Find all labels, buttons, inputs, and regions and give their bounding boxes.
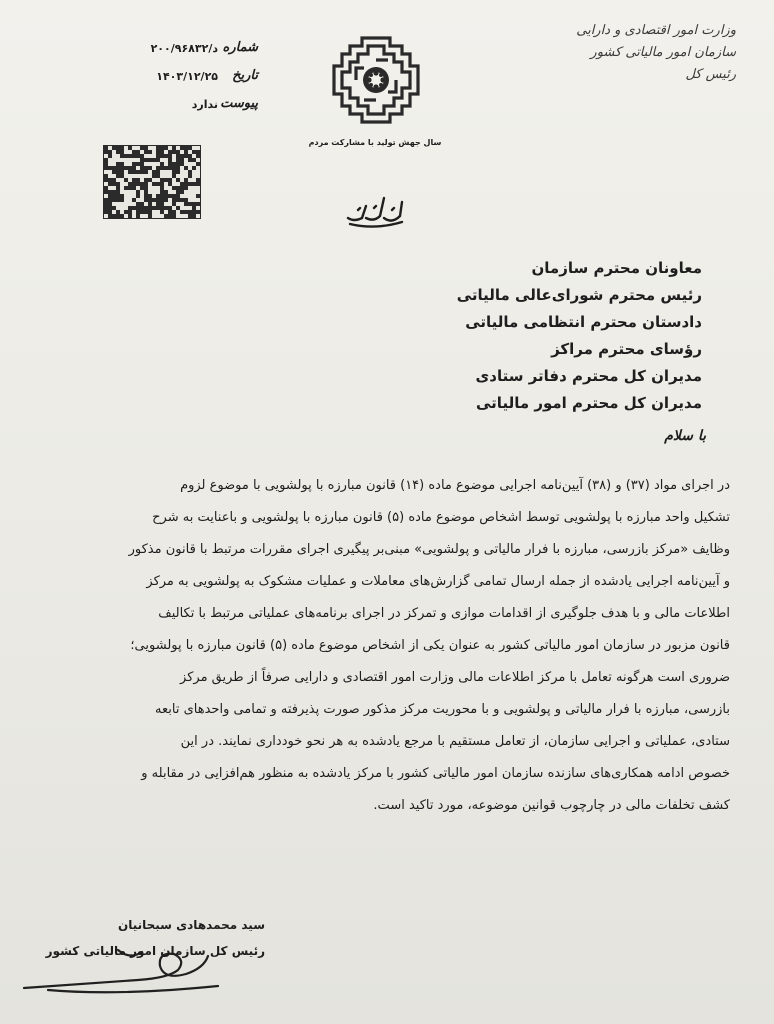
attachment-label: پیوست [220, 96, 258, 111]
number-row [108, 40, 258, 68]
ministry-name: وزارت امور اقتصادی و دارایی [576, 23, 736, 38]
emblem-logo-icon [330, 34, 422, 126]
body-line: اطلاعات مالی و با هدف جلوگیری از اقدامات موازی و تمرکز در اجرای برنامه‌های عملیاتی مرتبط با تکالیف [158, 606, 730, 621]
salutation: با سلام [664, 428, 706, 444]
letter-metadata [108, 40, 258, 124]
body-line: ضروری است هرگونه تعامل با مرکز اطلاعات مالی وزارت امور اقتصادی و دارایی صرفاً از طریق مرکز [180, 670, 730, 685]
number-label: شماره [222, 40, 258, 55]
basmala-calligraphy-icon [340, 188, 410, 232]
recipient-line: رئیس محترم شورای‌عالی مالیاتی [456, 286, 702, 304]
body-line: خصوص ادامه همکاری‌های سازنده سازمان امور مالیاتی کشور با مرکز یادشده به منظور هم‌افزایی در مقابله و [141, 766, 730, 781]
organization-name: سازمان امور مالیاتی کشور [590, 45, 736, 60]
ministry-header [516, 20, 736, 86]
body-line: قانون مزبور در سازمان امور مالیاتی کشور به عنوان یکی از اشخاص موضوع ماده (۵) قانون مبارزه با پولشویی؛ [130, 638, 730, 653]
year-motto: سال جهش تولید با مشارکت مردم [308, 138, 442, 147]
recipient-line: رؤسای محترم مراکز [551, 340, 702, 358]
tax-organization-emblem [330, 34, 422, 126]
letter-number: د/۲۰۰/۹۶۸۳۲ [150, 42, 218, 55]
recipient-line: دادستان محترم انتظامی مالیاتی [465, 313, 702, 331]
date-label: تاریخ [232, 68, 258, 83]
qr-code-icon [103, 145, 201, 219]
office-title: رئیس کل [685, 67, 736, 82]
date-row [108, 68, 258, 96]
body-line: کشف تخلفات مالی در چارچوب قوانین موضوعه، مورد تاکید است. [373, 798, 730, 813]
body-line: بازرسی، مبارزه با فرار مالیاتی و پولشویی و با محوریت مرکز مذکور صورت پذیرفته و تمامی واحدهای تابعه [155, 702, 730, 717]
attachment-row [108, 96, 258, 124]
basmala [340, 188, 410, 232]
recipient-line: مدیران کل محترم امور مالیاتی [476, 394, 702, 412]
recipient-line: معاونان محترم سازمان [531, 259, 702, 277]
body-line: و آیین‌نامه اجرایی یادشده از جمله ارسال تمامی گزارش‌های معاملات و عملیات مشکوک به پولشویی به مرکز [146, 574, 730, 589]
body-line: ستادی، عملیاتی و اجرایی سازمان، از تعامل مستقیم با مرجع یادشده به هر نحو خودداری نمایند. در این [180, 734, 730, 749]
body-line: تشکیل واحد مبارزه با پولشویی توسط اشخاص موضوع ماده (۵) قانون مبارزه با پولشویی و باعنایت به شرح [152, 510, 730, 525]
attachment-value: ندارد [191, 98, 218, 111]
body-line: وظایف «مرکز بازرسی، مبارزه با فرار مالیاتی و پولشویی» مبنی‌بر پیگیری اجرای مقررات مرتبط با قانون مذکور [128, 542, 730, 557]
signature-block [45, 918, 265, 958]
recipients-list [382, 255, 702, 417]
letter-date: ۱۴۰۳/۱۲/۲۵ [156, 70, 218, 83]
signatory-name: سید محمدهادی سبحانیان [117, 918, 265, 932]
body-line: در اجرای مواد (۳۷) و (۳۸) آیین‌نامه اجرایی موضوع ماده (۱۴) قانون مبارزه با پولشویی با موضوع لزوم [180, 478, 730, 493]
recipient-line: مدیران کل محترم دفاتر ستادی [475, 367, 702, 385]
letter-body [34, 470, 730, 822]
signatory-title: رئیس کل سازمان امور مالیاتی کشور [45, 944, 265, 958]
